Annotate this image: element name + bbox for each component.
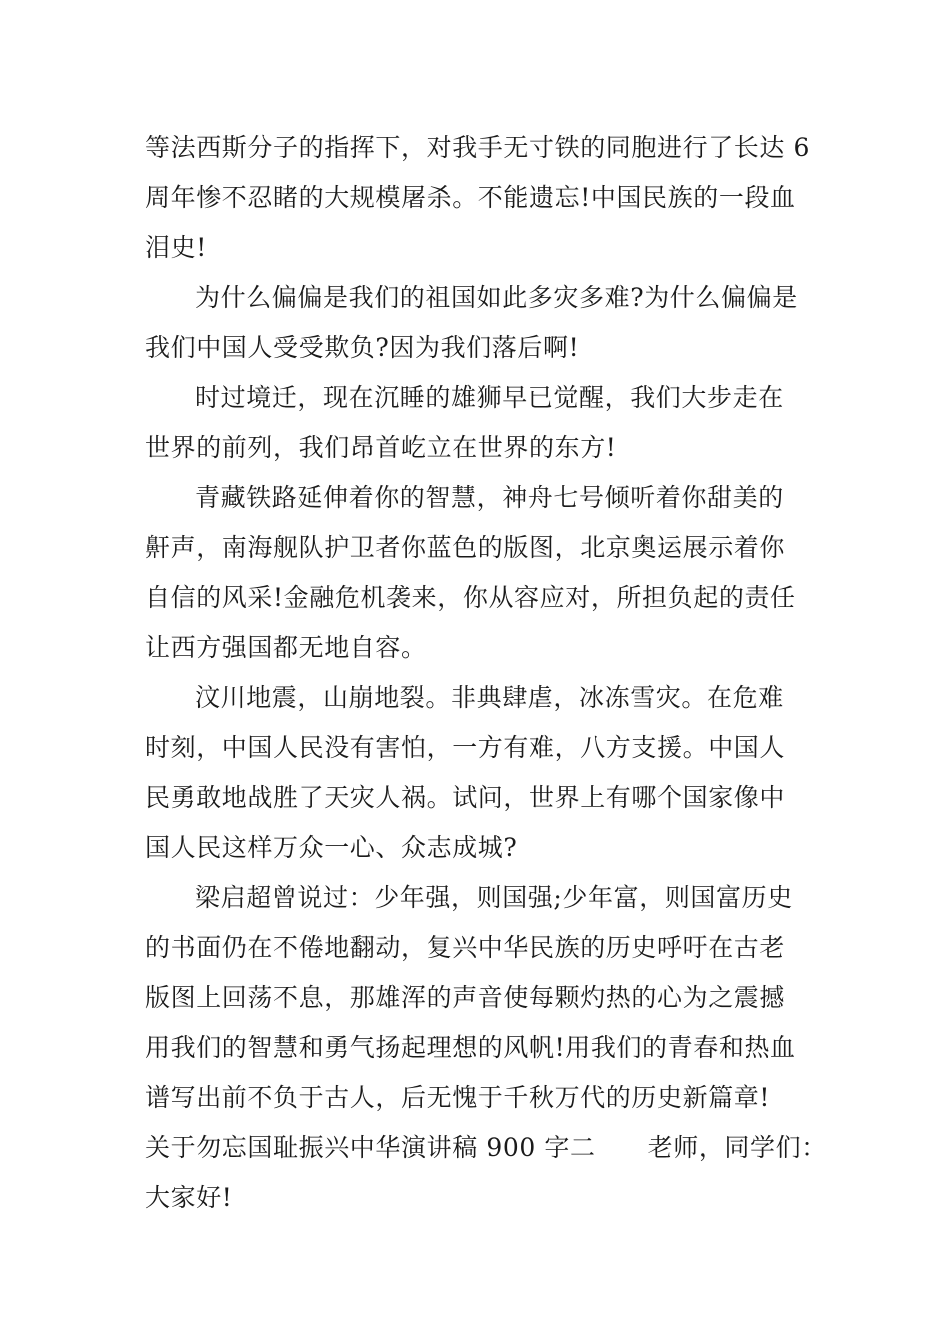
next-section-greeting: 老师，同学们： (647, 1133, 827, 1162)
paragraph-2-line-2: 我们中国人受受欺负?因为我们落后啊! (145, 333, 580, 362)
paragraph-5-line-1: 汶川地震，山崩地裂。非典肆虐，冰冻雪灾。在危难 (195, 683, 784, 712)
next-section-hello: 大家好! (145, 1183, 233, 1212)
body-line-3: 泪史! (145, 233, 207, 262)
paragraph-3-line-1: 时过境迁，现在沉睡的雄狮早已觉醒，我们大步走在 (195, 383, 784, 412)
paragraph-6-line-2: 的书面仍在不倦地翻动，复兴中华民族的历史呼吁在古老 (145, 933, 786, 962)
paragraph-3-line-2: 世界的前列，我们昂首屹立在世界的东方! (145, 433, 617, 462)
paragraph-4-line-3: 自信的风采!金融危机袭来，你从容应对，所担负起的责任 (145, 583, 796, 612)
paragraph-4-line-4: 让西方强国都无地自容。 (145, 633, 427, 662)
body-line-2: 周年惨不忍睹的大规模屠杀。不能遗忘!中国民族的一段血 (145, 183, 796, 212)
paragraph-5-line-3: 民勇敢地战胜了天灾人祸。试问，世界上有哪个国家像中 (145, 783, 786, 812)
paragraph-6-line-5: 谱写出前不负于古人，后无愧于千秋万代的历史新篇章! (145, 1083, 771, 1112)
paragraph-2-line-1: 为什么偏偏是我们的祖国如此多灾多难?为什么偏偏是 (195, 283, 798, 312)
next-section-title: 关于勿忘国耻振兴中华演讲稿 900 字二 (145, 1133, 596, 1162)
paragraph-6-line-3: 版图上回荡不息，那雄浑的声音使每颗灼热的心为之震撼 (145, 983, 786, 1012)
body-line-1: 等法西斯分子的指挥下，对我手无寸铁的同胞进行了长达 6 (145, 133, 811, 162)
paragraph-4-line-2: 鼾声，南海舰队护卫者你蓝色的版图，北京奥运展示着你 (145, 533, 786, 562)
paragraph-5-line-4: 国人民这样万众一心、众志成城? (145, 833, 518, 862)
paragraph-6-line-1: 梁启超曾说过：少年强，则国强;少年富，则国富历史 (195, 883, 793, 912)
paragraph-6-line-4: 用我们的智慧和勇气扬起理想的风帆!用我们的青春和热血 (145, 1033, 796, 1062)
next-section-title-line (145, 1133, 827, 1163)
paragraph-4-line-1: 青藏铁路延伸着你的智慧，神舟七号倾听着你甜美的 (195, 483, 784, 512)
paragraph-5-line-2: 时刻，中国人民没有害怕，一方有难，八方支援。中国人 (145, 733, 786, 762)
